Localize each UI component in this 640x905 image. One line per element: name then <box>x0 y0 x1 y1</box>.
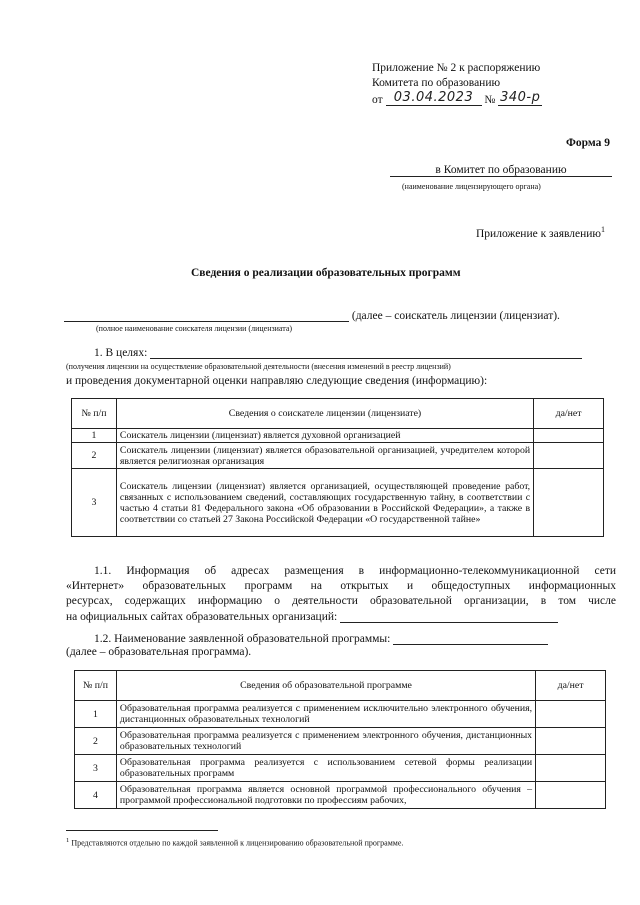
applicant-caption: (полное наименование соискателя лицензии (лицензиата) <box>96 324 293 333</box>
row-number: 4 <box>75 782 117 809</box>
row-text: Образовательная программа является основной программой профессионального обучения – программой профессиональной подготовки по профессиям рабочих, <box>116 782 535 809</box>
row-number: 3 <box>75 755 117 782</box>
section-1-2-continuation: (далее – образовательная программа). <box>66 646 252 658</box>
recipient-caption: (наименование лицензирующего органа) <box>402 182 541 191</box>
recipient-line <box>390 164 612 177</box>
row-number: 2 <box>72 443 117 469</box>
table-row <box>72 469 604 537</box>
order-number-value: 340-р <box>500 90 541 105</box>
footnote-ref: 1 <box>601 225 606 234</box>
section-1-2-line-1 <box>94 632 548 645</box>
appendix-to-application-text: Приложение к заявлению <box>476 227 602 240</box>
table-row <box>75 782 606 809</box>
footnote-divider <box>66 830 218 831</box>
row-number: 2 <box>75 728 117 755</box>
applicant-info-table <box>71 398 604 537</box>
table-header-row <box>72 399 604 429</box>
yes-no-cell[interactable] <box>536 728 606 755</box>
website-blank <box>340 610 558 623</box>
form-label: Форма 9 <box>566 137 610 149</box>
row-text: Соискатель лицензии (лицензиат) является духовной организацией <box>116 429 533 443</box>
footnote <box>66 837 403 848</box>
table-row <box>75 701 606 728</box>
column-header-number: № п/п <box>72 399 117 429</box>
appendix-line: Приложение № 2 к распоряжению <box>372 62 541 74</box>
section-1-2-label: 1.2. Наименование заявленной образовательной программы: <box>94 633 391 645</box>
column-header-info: Сведения об образовательной программе <box>116 671 535 701</box>
purpose-label: 1. В целях: <box>94 347 148 359</box>
table-header-row <box>75 671 606 701</box>
column-header-info: Сведения о соискателе лицензии (лицензиате) <box>116 399 533 429</box>
applicant-name-blank <box>64 309 349 322</box>
yes-no-cell[interactable] <box>534 429 604 443</box>
program-info-table <box>74 670 606 809</box>
footnote-text: Представляются отдельно по каждой заявленной к лицензированию образовательной программе. <box>71 838 404 848</box>
row-number: 3 <box>72 469 117 537</box>
section-1-1-line-3: ресурсах, содержащих информацию о деятельности образовательной организации, в том числе <box>66 595 616 607</box>
yes-no-cell[interactable] <box>534 469 604 537</box>
recipient-value: в Комитет по образованию <box>390 164 612 177</box>
appendix-to-application <box>476 225 605 240</box>
row-text: Соискатель лицензии (лицензиат) является образовательной организацией, учредителем которой является религиозная организация <box>116 443 533 469</box>
program-name-blank <box>393 632 548 645</box>
table-row <box>72 429 604 443</box>
purpose-blank <box>150 346 582 359</box>
purpose-continuation: и проведения документарной оценки направляю следующие сведения (информацию): <box>66 375 488 387</box>
column-header-yes-no: да/нет <box>534 399 604 429</box>
yes-no-cell[interactable] <box>536 701 606 728</box>
yes-no-cell[interactable] <box>534 443 604 469</box>
table-row <box>72 443 604 469</box>
date-prefix: от <box>372 94 383 106</box>
purpose-caption: (получения лицензии на осуществление образовательной деятельности (внесения изменений в реестр лицензий) <box>66 362 451 371</box>
yes-no-cell[interactable] <box>536 782 606 809</box>
date-value: 03.04.2023 <box>386 90 482 106</box>
row-text: Соискатель лицензии (лицензиат) является организацией, осуществляющей проведение работ, связанных с использованием сведений, составляющих государственную тайну, в соответствии с частью 4 статьи 81 Федерального закона «Об образовании в Российской Федерации», а также в соответствии со статьей 27 Закона Российской Федерации «О государственной тайне» <box>116 469 533 537</box>
footnote-mark: 1 <box>66 837 70 844</box>
table-row <box>75 755 606 782</box>
row-number: 1 <box>75 701 117 728</box>
row-text: Образовательная программа реализуется с применением исключительно электронного обучения, дистанционных образовательных технологий <box>116 701 535 728</box>
table-row <box>75 728 606 755</box>
row-text: Образовательная программа реализуется с использованием сетевой формы реализации образовательных программ <box>116 755 535 782</box>
committee-line: Комитета по образованию <box>372 77 501 89</box>
purpose-line <box>94 346 582 359</box>
section-1-1-line-1: 1.1. Информация об адресах размещения в информационно-телекоммуникационной сети <box>94 565 616 577</box>
row-number: 1 <box>72 429 117 443</box>
applicant-line <box>64 309 560 322</box>
section-1-1-line-2: «Интернет» образовательных программ на открытых и общедоступных информационных <box>66 580 616 592</box>
document-title: Сведения о реализации образовательных программ <box>191 267 461 279</box>
number-prefix: № <box>484 94 496 106</box>
order-date-line <box>372 90 542 106</box>
column-header-yes-no: да/нет <box>536 671 606 701</box>
column-header-number: № п/п <box>75 671 117 701</box>
section-1-1-last-text: на официальных сайтах образовательных организаций: <box>66 611 338 623</box>
section-1-1-line-4 <box>66 610 558 623</box>
applicant-suffix: (далее – соискатель лицензии (лицензиат). <box>351 310 560 322</box>
row-text: Образовательная программа реализуется с применением электронного обучения, дистанционных образовательных технологий <box>116 728 535 755</box>
yes-no-cell[interactable] <box>536 755 606 782</box>
